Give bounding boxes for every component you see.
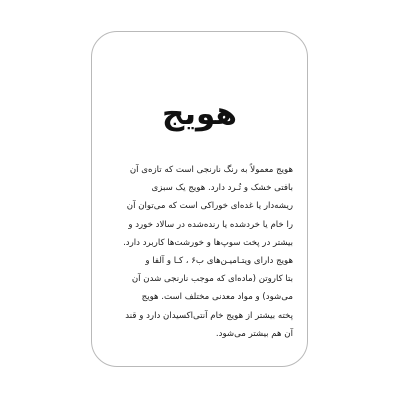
text-line: بافتی خشک و تُـرد دارد. هویج یک سبزی <box>151 183 293 194</box>
text-line: ریشه‌دار یا غده‌ای خوراکی است که می‌توان آن <box>126 201 293 212</box>
text-line: می‌شود) و مواد معدنی مختلف است. هویج <box>141 292 293 303</box>
text-line: آن هم بیشتر می‌شود. <box>215 328 293 339</box>
card-title: هویج <box>162 96 237 132</box>
text-line: هویج معمولاً به رنگ نارنجی است که تازه‌ی آن <box>129 165 293 175</box>
text-line: بیشتر در پخت سوپ‌ها و خورشت‌ها کاربرد دارد. <box>123 237 293 248</box>
recipe-card <box>91 31 308 367</box>
text-line: را خام یا خردشده یا رنده‌شده در سالاد خورد و <box>128 219 293 230</box>
text-line: پخته بیشتر از هویج خام آنتی‌اکسیدان دارد و قند <box>125 310 293 321</box>
card-body-text <box>108 161 293 343</box>
text-line: هویج دارای ویتـامیـن‌های ب۶ ، کـا و آلفا و <box>145 256 293 267</box>
text-line: بتا کاروتن (ماده‌ای که موجب نارنجی شدن آن <box>131 274 293 285</box>
